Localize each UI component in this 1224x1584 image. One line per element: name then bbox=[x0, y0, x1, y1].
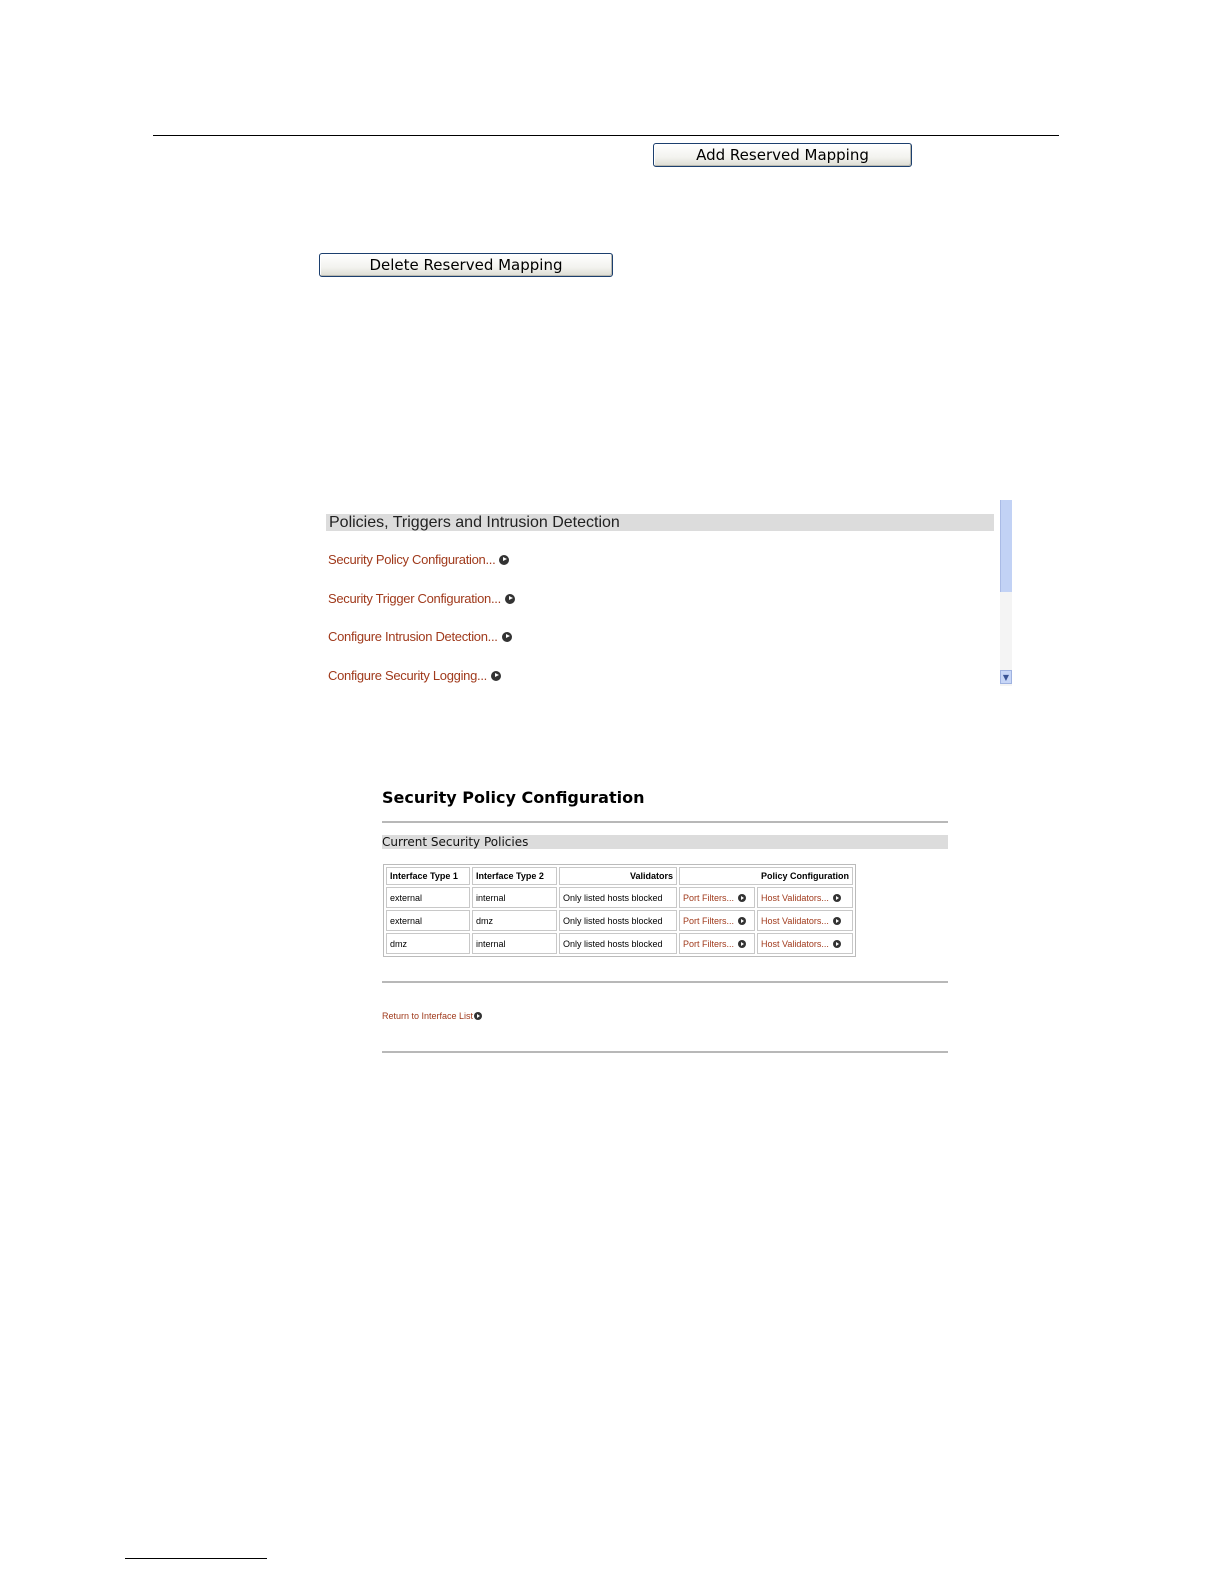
arrow-circle-icon bbox=[499, 555, 509, 565]
port-filters-link[interactable] bbox=[679, 933, 755, 954]
add-reserved-mapping-button[interactable]: Add Reserved Mapping bbox=[653, 143, 912, 167]
host-validators-link[interactable] bbox=[757, 933, 853, 954]
port-filters-link[interactable] bbox=[679, 910, 755, 931]
page-title: Security Policy Configuration bbox=[382, 788, 645, 807]
host-validators-link[interactable] bbox=[757, 887, 853, 908]
table-cell: dmz bbox=[386, 933, 470, 954]
table-cell: external bbox=[386, 910, 470, 931]
table-cell: dmz bbox=[472, 910, 557, 931]
table-row bbox=[386, 933, 853, 954]
column-header: Interface Type 2 bbox=[472, 867, 557, 885]
arrow-circle-icon bbox=[505, 594, 515, 604]
link-label: Host Validators... bbox=[761, 915, 829, 926]
table-cell: internal bbox=[472, 887, 557, 908]
table-cell: Only listed hosts blocked bbox=[559, 933, 677, 954]
link-label: Configure Intrusion Detection... bbox=[328, 629, 498, 644]
scroll-down-arrow-icon[interactable]: ▼ bbox=[1000, 670, 1012, 684]
section-title: Policies, Triggers and Intrusion Detection bbox=[326, 514, 994, 531]
link-label: Host Validators... bbox=[761, 938, 829, 949]
table-row bbox=[386, 910, 853, 931]
vertical-scrollbar[interactable] bbox=[1000, 500, 1012, 686]
section-subheader: Current Security Policies bbox=[382, 835, 948, 849]
table-cell: external bbox=[386, 887, 470, 908]
arrow-circle-icon bbox=[491, 671, 501, 681]
policies-panel bbox=[320, 500, 1012, 686]
column-header: Validators bbox=[559, 867, 677, 885]
security-policy-configuration-link[interactable] bbox=[328, 552, 509, 567]
top-divider bbox=[153, 135, 1059, 136]
link-label: Return to Interface List bbox=[382, 1011, 474, 1021]
link-label: Host Validators... bbox=[761, 892, 829, 903]
column-header: Policy Configuration bbox=[679, 867, 853, 885]
arrow-circle-icon bbox=[833, 940, 841, 948]
arrow-circle-icon bbox=[738, 917, 746, 925]
security-trigger-configuration-link[interactable] bbox=[328, 591, 515, 606]
arrow-circle-icon bbox=[738, 894, 746, 902]
footnote-divider bbox=[125, 1558, 267, 1559]
arrow-circle-icon bbox=[474, 1012, 482, 1020]
configure-security-logging-link[interactable] bbox=[328, 668, 501, 683]
divider bbox=[382, 1051, 948, 1053]
divider bbox=[382, 821, 948, 823]
link-label: Security Policy Configuration... bbox=[328, 552, 496, 567]
arrow-circle-icon bbox=[833, 917, 841, 925]
table-cell: Only listed hosts blocked bbox=[559, 910, 677, 931]
link-label: Configure Security Logging... bbox=[328, 668, 487, 683]
table-row bbox=[386, 887, 853, 908]
link-label: Port Filters... bbox=[683, 915, 735, 926]
link-label: Port Filters... bbox=[683, 938, 735, 949]
link-label: Security Trigger Configuration... bbox=[328, 591, 501, 606]
security-policies-table bbox=[383, 864, 856, 957]
table-header-row bbox=[386, 867, 853, 885]
divider bbox=[382, 981, 948, 983]
link-label: Port Filters... bbox=[683, 892, 735, 903]
return-to-interface-list-link[interactable] bbox=[382, 1011, 482, 1021]
column-header: Interface Type 1 bbox=[386, 867, 470, 885]
table-cell: internal bbox=[472, 933, 557, 954]
host-validators-link[interactable] bbox=[757, 910, 853, 931]
configure-intrusion-detection-link[interactable] bbox=[328, 629, 512, 644]
arrow-circle-icon bbox=[833, 894, 841, 902]
arrow-circle-icon bbox=[502, 632, 512, 642]
delete-reserved-mapping-button[interactable]: Delete Reserved Mapping bbox=[319, 253, 613, 277]
arrow-circle-icon bbox=[738, 940, 746, 948]
table-cell: Only listed hosts blocked bbox=[559, 887, 677, 908]
scrollbar-thumb[interactable] bbox=[1000, 500, 1012, 592]
port-filters-link[interactable] bbox=[679, 887, 755, 908]
